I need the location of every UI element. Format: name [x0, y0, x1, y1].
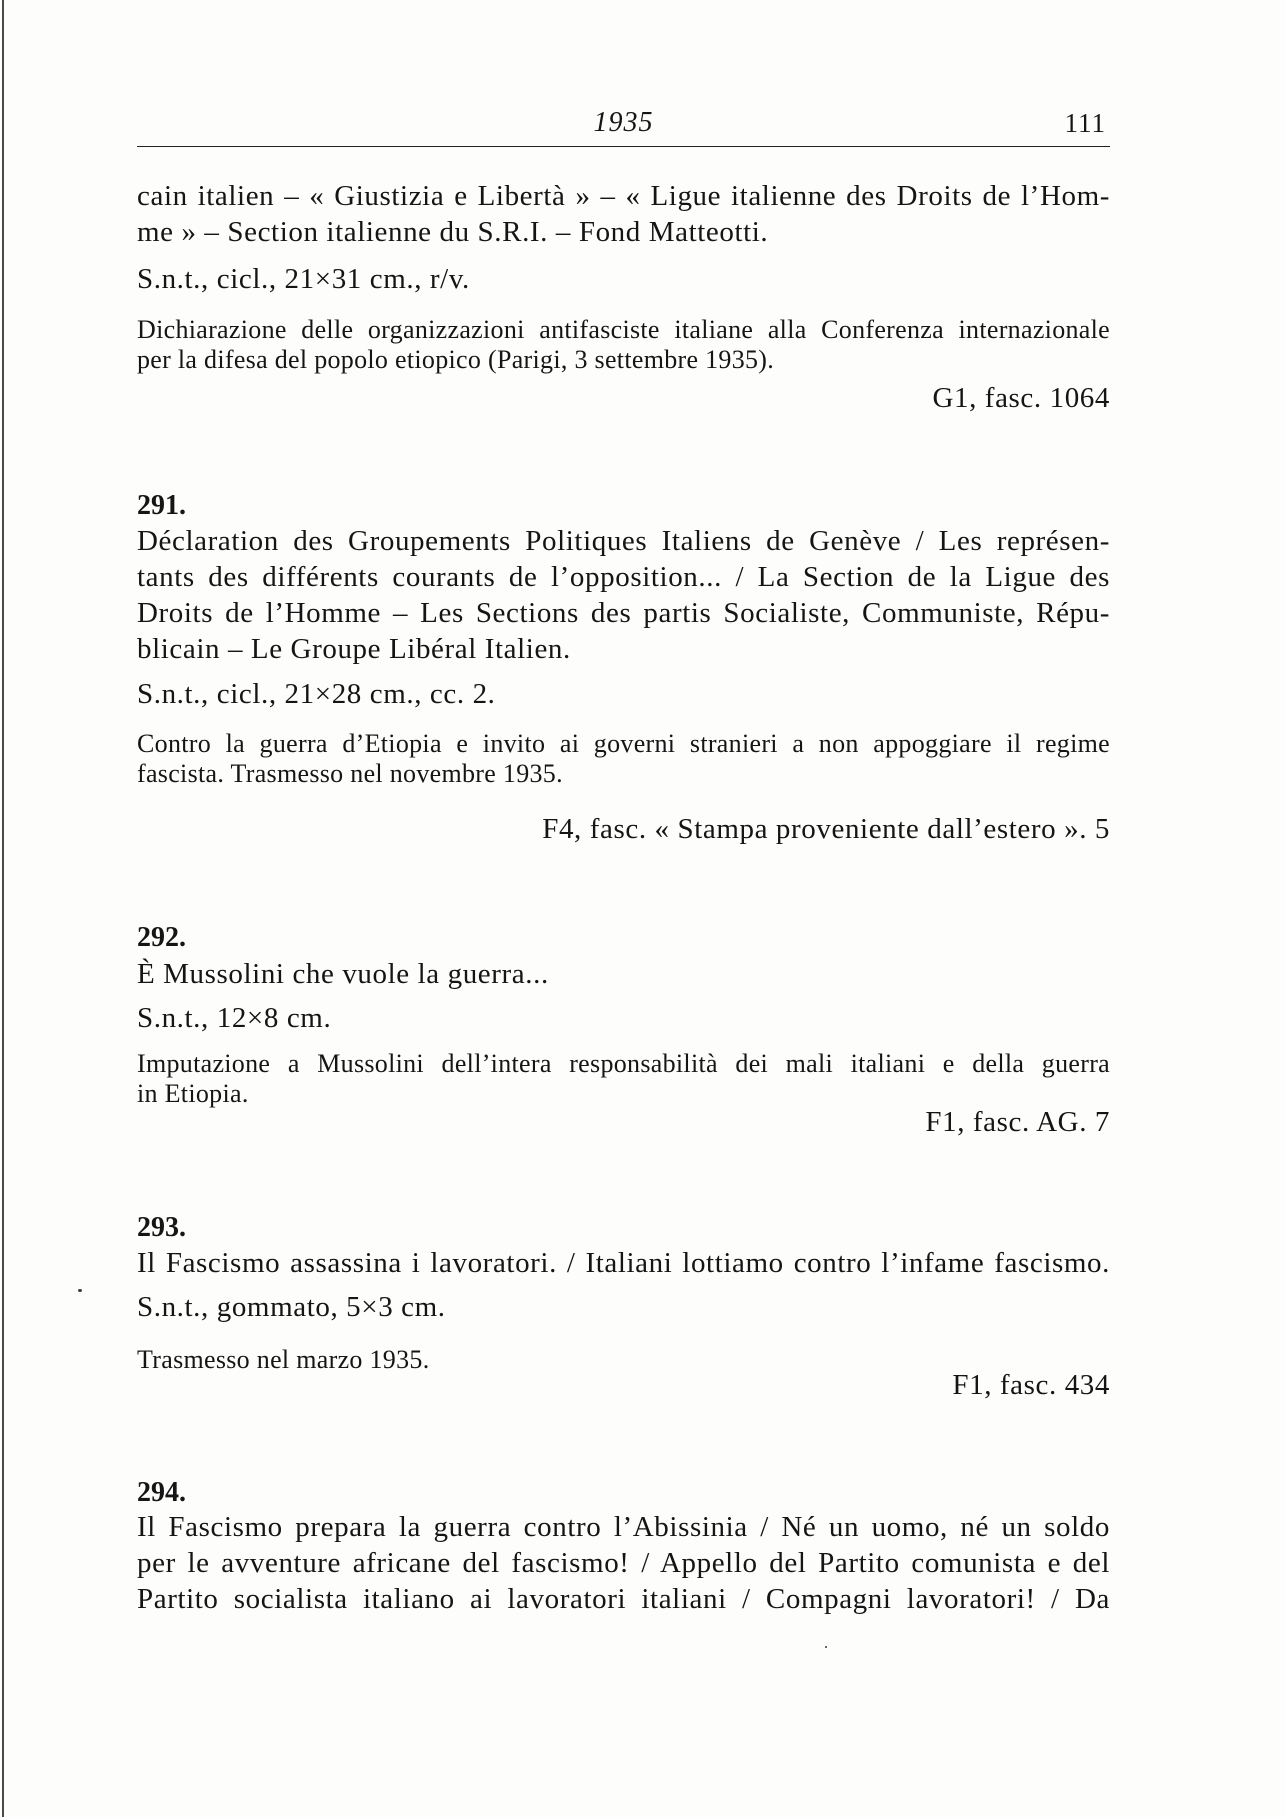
entry-title	[137, 1509, 1110, 1617]
entry-title-line: cain italien – « Giustizia e Libertà » – « Ligue italienne des Droits de l’Hom-	[137, 180, 1110, 212]
entry-note-line: Imputazione a Mussolini dell’intera responsabilità dei mali italiani e della guerra	[137, 1049, 1110, 1078]
shelfmark: F1, fasc. AG. 7	[925, 1106, 1110, 1138]
entry-title-line: È Mussolini che vuole la guerra...	[137, 958, 549, 990]
running-title: 1935	[593, 107, 654, 138]
entry-title	[137, 956, 1110, 992]
catalog-entry-292	[137, 923, 1110, 1140]
running-header	[137, 106, 1110, 140]
entry-number: 291.	[137, 490, 186, 521]
catalog-entry-293	[137, 1213, 1110, 1403]
entry-title	[137, 523, 1110, 667]
entry-note-line: Dichiarazione delle organizzazioni antifasciste italiane alla Conferenza internazionale	[137, 315, 1110, 344]
entry-title-line: Il Fascismo assassina i lavoratori. / Italiani lottiamo contro l’infame fascismo.	[137, 1247, 1110, 1279]
page-number: 111	[1064, 108, 1106, 138]
entry-title-line: Déclaration des Groupements Politiques Italiens de Genève / Les représen-	[137, 525, 1110, 557]
entry-note-line: in Etiopia.	[137, 1079, 249, 1108]
entry-note-line: per la difesa del popolo etiopico (Parigi, 3 settembre 1935).	[137, 345, 775, 374]
physical-description: S.n.t., 12×8 cm.	[137, 1002, 332, 1034]
entry-note-line: Contro la guerra d’Etiopia e invito ai governi stranieri a non appoggiare il regime	[137, 729, 1110, 758]
shelfmark: F4, fasc. « Stampa proveniente dall’estero ». 5	[542, 813, 1110, 845]
shelfmark: F1, fasc. 434	[952, 1369, 1110, 1401]
entry-note	[137, 315, 1110, 375]
entry-title-line: me » – Section italienne du S.R.I. – Fond Matteotti.	[137, 216, 769, 248]
catalog-entry-294	[137, 1478, 1110, 1617]
entry-title-line: blicain – Le Groupe Libéral Italien.	[137, 633, 571, 665]
entry-title-line: tants des différents courants de l’opposition... / La Section de la Ligue des	[137, 561, 1110, 593]
entry-note	[137, 1049, 1110, 1109]
scan-speck	[825, 1646, 827, 1648]
entry-title-line: Il Fascismo prepara la guerra contro l’Abissinia / Né un uomo, né un soldo	[137, 1511, 1110, 1543]
physical-description: S.n.t., gommato, 5×3 cm.	[137, 1291, 446, 1323]
entry-number: 294.	[137, 1477, 186, 1508]
physical-description: S.n.t., cicl., 21×28 cm., cc. 2.	[137, 678, 496, 710]
scan-edge	[2, 0, 4, 1817]
entry-title	[137, 178, 1110, 250]
entry-title-line: per le avventure africane del fascismo! / Appello del Partito comunista e del	[137, 1547, 1110, 1579]
entry-title	[137, 1245, 1110, 1281]
header-rule	[137, 146, 1110, 147]
physical-description: S.n.t., cicl., 21×31 cm., r/v.	[137, 263, 470, 295]
entry-number: 293.	[137, 1212, 186, 1243]
catalog-entry-291	[137, 491, 1110, 847]
entry-number: 292.	[137, 922, 186, 953]
entry-title-line: Droits de l’Homme – Les Sections des partis Socialiste, Communiste, Répu-	[137, 597, 1110, 629]
scan-speck	[78, 1289, 82, 1292]
entry-note-line: fascista. Trasmesso nel novembre 1935.	[137, 759, 563, 788]
shelfmark: G1, fasc. 1064	[932, 382, 1110, 414]
catalog-entry-continued	[137, 178, 1110, 416]
entry-note	[137, 729, 1110, 789]
entry-title-line: Partito socialista italiano ai lavoratori italiani / Compagni lavoratori! / Da	[137, 1583, 1110, 1615]
entry-note-line: Trasmesso nel marzo 1935.	[137, 1345, 430, 1374]
